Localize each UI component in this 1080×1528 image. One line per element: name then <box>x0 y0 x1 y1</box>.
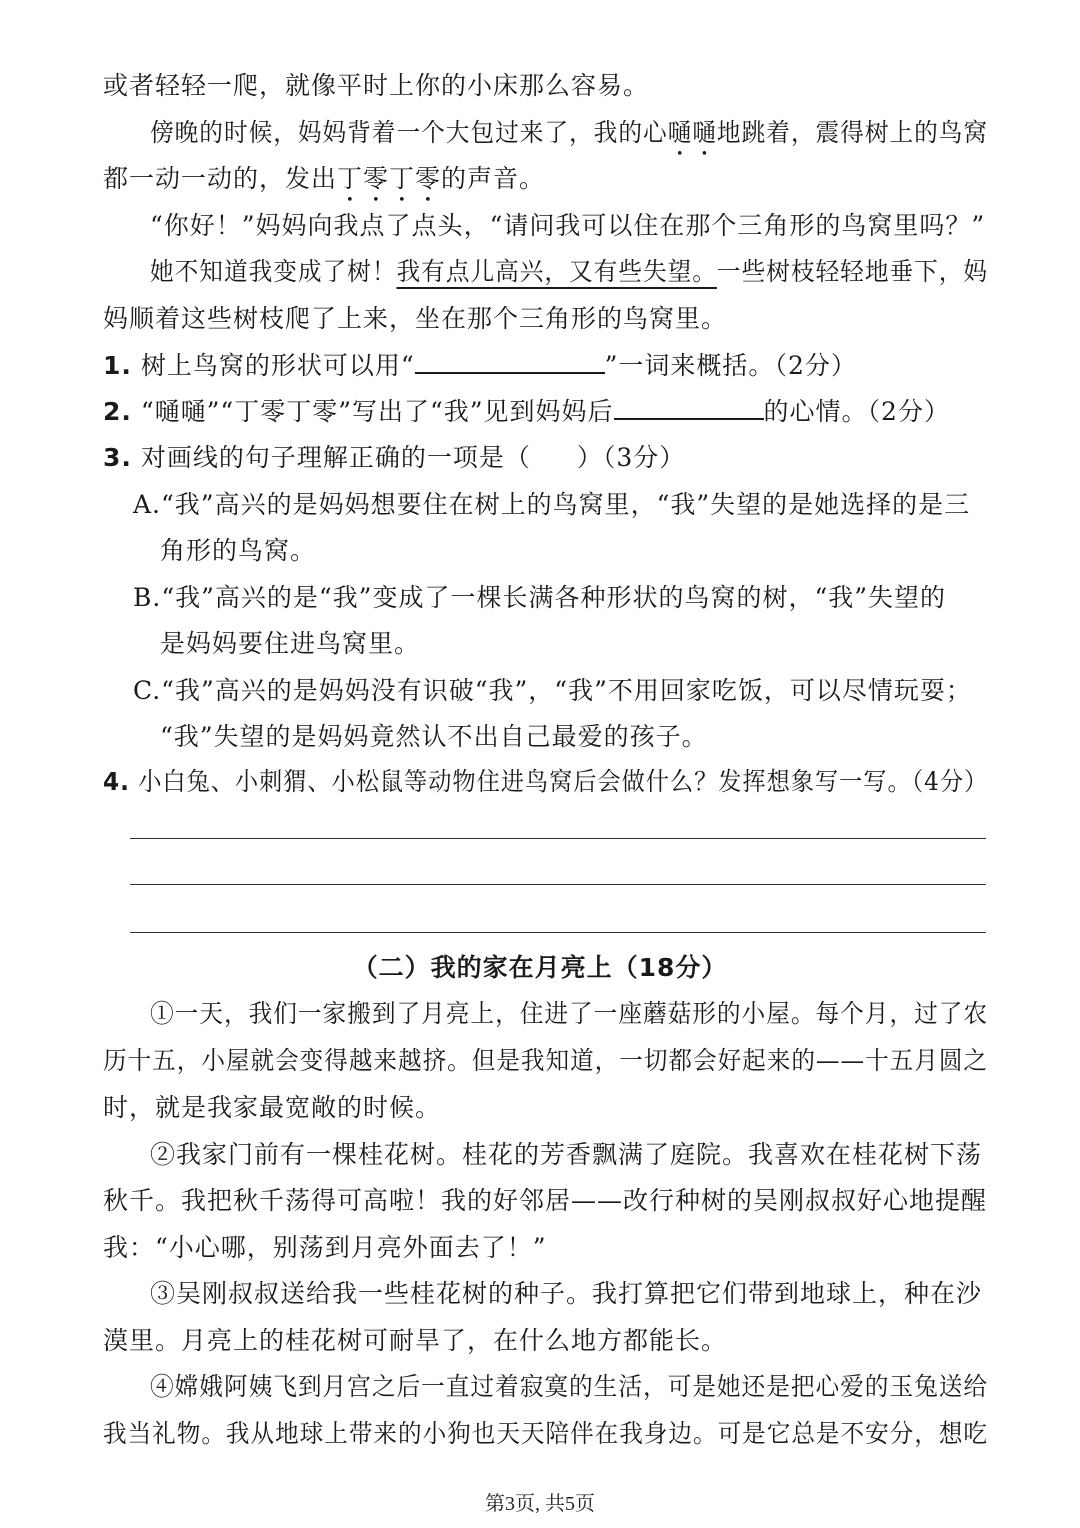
passage-line: 漠里。月亮上的桂花树可耐旱了，在什么地方都能长。 <box>103 1326 728 1355</box>
passage-line: ③吴刚叔叔送给我一些桂花树的种子。我打算把它们带到地球上，种在沙 <box>150 1279 983 1308</box>
passage-line: 我：“小心哪，别荡到月亮外面去了！” <box>103 1233 547 1262</box>
story-line <box>150 256 988 288</box>
section-title: （二）我的家在月亮上（18分） <box>352 953 728 982</box>
passage-line: 历十五，小屋就会变得越来越挤。但是我知道，一切都会好起来的——十五月圆之 <box>103 1046 989 1075</box>
answer-blank[interactable] <box>415 350 605 374</box>
question-text: 的心情。（2分） <box>763 397 950 426</box>
question-number: 1. <box>103 351 132 380</box>
page-footer: 第3页, 共5页 <box>485 1493 595 1515</box>
question-4 <box>103 766 988 798</box>
question-text: 树上鸟窝的形状可以用“ <box>140 351 415 380</box>
option-c-cont: “我”失望的是妈妈竟然认不出自己最爱的孩子。 <box>160 722 708 751</box>
question-number: 2. <box>103 397 132 426</box>
passage-line: ①一天，我们一家搬到了月亮上，住进了一座蘑菇形的小屋。每个月，过了农 <box>150 999 989 1028</box>
passage-line: ②我家门前有一棵桂花树。桂花的芳香飘满了庭院。我喜欢在桂花树下荡 <box>150 1140 983 1169</box>
option-a-cont: 角形的鸟窝。 <box>160 536 317 565</box>
option-c[interactable]: C.“我”高兴的是妈妈没有识破“我”，“我”不用回家吃饭，可以尽情玩耍； <box>133 676 972 705</box>
question-number: 3. <box>103 443 132 472</box>
question-number: 4. <box>103 767 130 796</box>
writing-line[interactable] <box>130 932 986 933</box>
dotted-word: 嗵嗵 <box>667 118 717 147</box>
passage-line: 时，就是我家最宽敞的时候。 <box>103 1093 442 1122</box>
question-text: 对画线的句子理解正确的一项是（ <box>140 443 531 472</box>
option-a[interactable]: A.“我”高兴的是妈妈想要住在树上的鸟窝里，“我”失望的是她选择的是三 <box>133 490 971 519</box>
story-line: “你好！”妈妈向我点了点头，“请问我可以住在那个三角形的鸟窝里吗？” <box>150 211 986 240</box>
story-text: 一些树枝轻轻地垂下，妈 <box>716 257 989 286</box>
story-text: 她不知道我变成了树！ <box>150 257 397 286</box>
passage-line: 我当礼物。我从地球上带来的小狗也天天陪伴在我身边。可是它总是不安分，想吃 <box>103 1419 989 1448</box>
story-line: 或者轻轻一爬，就像平时上你的小床那么容易。 <box>103 71 650 100</box>
question-text: ”一词来概括。（2分） <box>604 351 857 380</box>
story-text: 的声音。 <box>441 164 546 193</box>
passage-line: 秋千。我把秋千荡得可高啦！我的好邻居——改行种树的吴刚叔叔好心地提醒 <box>103 1186 988 1215</box>
question-text: “嗵嗵”“丁零丁零”写出了“我”见到妈妈后 <box>140 397 614 426</box>
writing-line[interactable] <box>130 884 986 885</box>
story-text: 傍晚的时候，妈妈背着一个大包过来了，我的心 <box>150 118 668 147</box>
question-1 <box>103 350 857 382</box>
option-b[interactable]: B.“我”高兴的是“我”变成了一棵长满各种形状的鸟窝的树，“我”失望的 <box>133 583 947 612</box>
question-2 <box>103 396 950 428</box>
story-line: 妈顺着这些树枝爬了上来，坐在那个三角形的鸟窝里。 <box>103 304 728 333</box>
option-b-cont: 是妈妈要住进鸟窝里。 <box>160 629 421 658</box>
question-text: 小白兔、小刺猬、小松鼠等动物住进鸟窝后会做什么？发挥想象写一写。（4分） <box>138 767 989 796</box>
story-line <box>103 163 545 208</box>
story-text: 地跳着，震得树上的鸟窝 <box>716 118 989 147</box>
passage-line: ④嫦娥阿姨飞到月宫之后一直过着寂寞的生活，可是她还是把心爱的玉兔送给 <box>150 1372 989 1401</box>
writing-line[interactable] <box>130 838 986 839</box>
underlined-sentence: 我有点儿高兴，又有些失望。 <box>396 257 716 289</box>
dotted-word: 丁零丁零 <box>337 164 442 193</box>
question-3 <box>103 442 685 474</box>
story-line <box>150 117 988 162</box>
question-text: ）（3分） <box>576 443 686 472</box>
story-text: 都一动一动的，发出 <box>103 164 338 193</box>
answer-blank[interactable] <box>614 396 764 420</box>
